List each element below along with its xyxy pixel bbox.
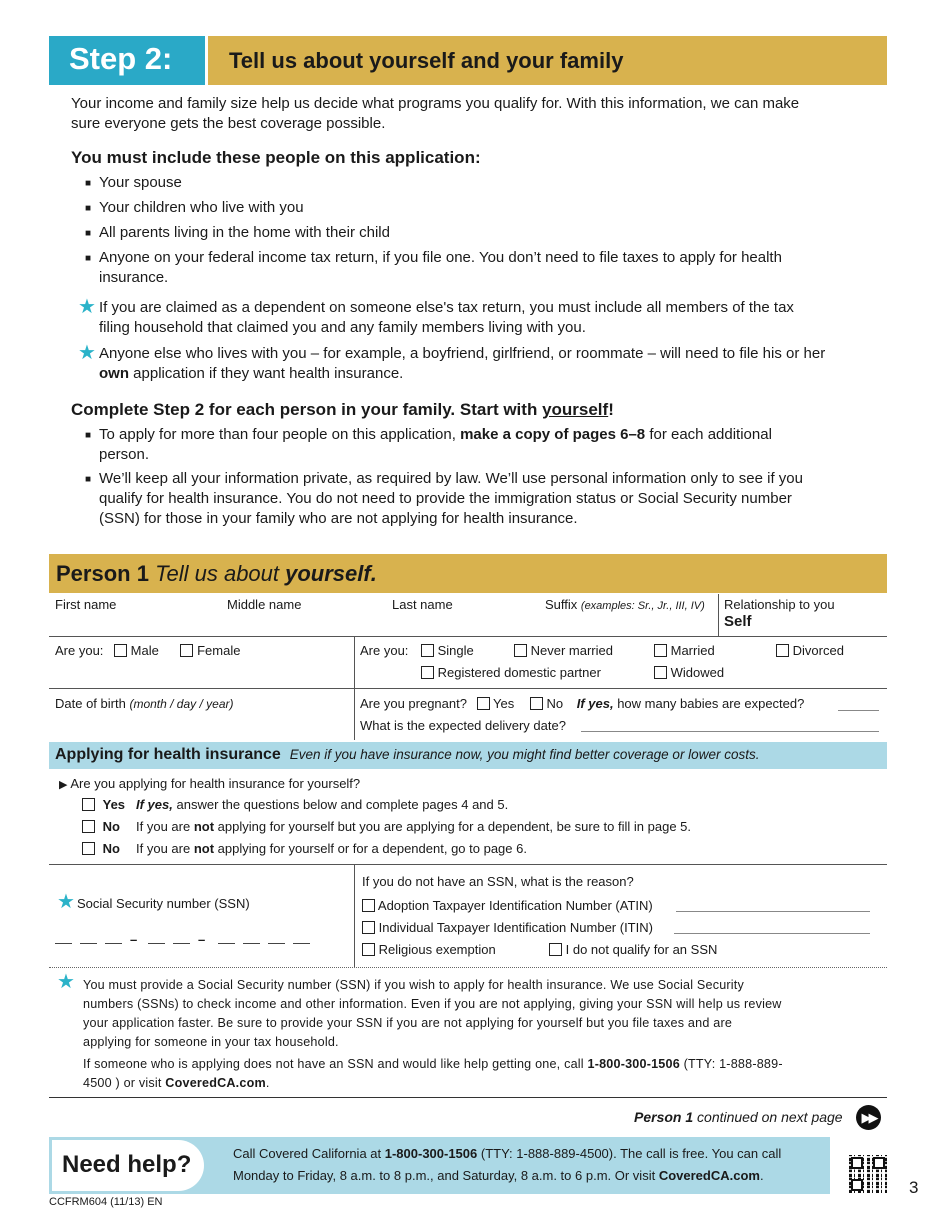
married-checkbox[interactable] (654, 644, 667, 657)
applying-no-dependent-checkbox[interactable] (82, 820, 95, 833)
bullet-icon: ■ (85, 253, 92, 264)
bullet-icon: ■ (85, 228, 92, 239)
arrow-right-icon: ▶ (59, 779, 68, 791)
step-title-box (208, 36, 887, 85)
help-line-2: Monday to Friday, 8 a.m. to 8 p.m., and Saturday, 8 a.m. to 6 p.m. Or visit CoveredCA.com. (233, 1168, 764, 1183)
single-checkbox[interactable] (421, 644, 434, 657)
ssn-note: You must provide a Social Security number (SSN) if you wish to apply for health insurance. We use Social Security numbers (SSNs) to check income and other information. Even if you are not applying, giving your SSN will help us review your application faster. Be sure to provide your SSN if you are not applying for yourself but you file taxes and are applying for someone in your tax household. (83, 978, 782, 1049)
widowed-checkbox[interactable] (654, 666, 667, 679)
middle-name-field[interactable]: Middle name (227, 597, 302, 612)
no-ssn-question: If you do not have an SSN, what is the reason? (362, 874, 634, 889)
babies-input[interactable] (838, 710, 879, 711)
divorced-checkbox[interactable] (776, 644, 789, 657)
help-box (49, 1137, 830, 1194)
list-item: Anyone on your federal income tax return, if you file one. You don’t need to file taxes to apply for health insurance. (99, 249, 782, 286)
first-name-field[interactable]: First name (55, 597, 117, 612)
domestic-partner-checkbox[interactable] (421, 666, 434, 679)
star-icon: ★ (78, 296, 96, 318)
must-include-heading: You must include these people on this application: (71, 148, 481, 167)
bullet-icon: ■ (85, 430, 92, 441)
applying-header: Applying for health insurance Even if you have insurance now, you might find better coverage or lower costs. (49, 742, 887, 769)
bullet-icon: ■ (85, 474, 92, 485)
delivery-date-input[interactable] (581, 731, 879, 732)
female-checkbox[interactable] (180, 644, 193, 657)
applying-question: ▶ Are you applying for health insurance for yourself? (59, 776, 361, 791)
ssn-help-note: If someone who is applying does not have an SSN and would like help getting one, call 1-800-300-1506 (TTY: 1-888-889-4500 ) or visit CoveredCA.com. (83, 1057, 783, 1090)
itin-checkbox[interactable] (362, 921, 375, 934)
star-icon: ★ (57, 971, 75, 993)
applying-no-checkbox[interactable] (82, 842, 95, 855)
complete-heading: Complete Step 2 for each person in your family. Start with yourself! (71, 400, 614, 419)
list-item: All parents living in the home with their child (99, 224, 390, 241)
dependent-note: If you are claimed as a dependent on someone else's tax return, you must include all members of the tax filing household that claimed you and any family members living with you. (99, 299, 794, 336)
star-icon: ★ (57, 891, 75, 913)
itin-input[interactable] (674, 933, 870, 934)
intro-text: Your income and family size help us decide what programs you qualify for. With this information, we can make sure everyone gets the best coverage possible. (71, 95, 800, 132)
list-item: We’ll keep all your information private, as required by law. We’ll use personal information only to see if you qualify for health insurance. You do not need to provide the immigration status or Social Security number (SSN) for those in your family who are not applying for health insurance. (99, 470, 803, 527)
bullet-icon: ■ (85, 178, 92, 189)
list-item: Your spouse (99, 174, 182, 191)
male-checkbox[interactable] (114, 644, 127, 657)
pregnant-yes-checkbox[interactable] (477, 697, 490, 710)
last-name-field[interactable]: Last name (392, 597, 453, 612)
continued-note: Person 1 continued on next page (634, 1109, 843, 1125)
qr-code-icon (849, 1155, 887, 1193)
dob-field[interactable]: Date of birth (month / day / year) (55, 696, 234, 711)
person-header: Person 1 Tell us about yourself. (49, 554, 887, 593)
star-icon: ★ (78, 342, 96, 364)
never-married-checkbox[interactable] (514, 644, 527, 657)
help-line-1: Call Covered California at 1-800-300-1506 (TTY: 1-888-889-4500). The call is free. You can call (233, 1146, 782, 1161)
step-label: Step 2: (69, 41, 173, 76)
pregnant-group: Are you pregnant? Yes No If yes, how many babies are expected? (360, 696, 805, 711)
applying-yes-checkbox[interactable] (82, 798, 95, 811)
gender-group: Are you: Male Female (55, 643, 241, 658)
relationship-value: Self (724, 613, 752, 630)
bullet-icon: ■ (85, 203, 92, 214)
ssn-label: Social Security number (SSN) (77, 896, 250, 911)
help-title: Need help? (62, 1151, 192, 1178)
ssn-input[interactable]: – – (55, 932, 318, 947)
pregnant-no-checkbox[interactable] (530, 697, 543, 710)
list-item: To apply for more than four people on this application, make a copy of pages 6–8 for each additional person. (99, 426, 772, 463)
help-title-box (52, 1140, 204, 1191)
page-number: 3 (909, 1178, 919, 1197)
others-note: Anyone else who lives with you – for example, a boyfriend, girlfriend, or roommate – will need to file his or her own application if they want health insurance. (99, 345, 826, 382)
person-number: Person 1 (56, 561, 149, 586)
not-qualify-checkbox[interactable] (549, 943, 562, 956)
atin-checkbox[interactable] (362, 899, 375, 912)
suffix-field[interactable]: Suffix (examples: Sr., Jr., III, IV) (545, 597, 705, 612)
list-item: Your children who live with you (99, 199, 304, 216)
religious-exemption-checkbox[interactable] (362, 943, 375, 956)
atin-input[interactable] (676, 911, 870, 912)
delivery-label: What is the expected delivery date? (360, 718, 566, 733)
are-you-label: Are you: (360, 643, 409, 658)
form-code: CCFRM604 (11/13) EN (49, 1196, 163, 1208)
next-page-icon[interactable]: ▶▶ (856, 1105, 881, 1130)
relationship-label: Relationship to you (724, 597, 835, 612)
step-label-box (49, 36, 205, 85)
step-title: Tell us about yourself and your family (229, 48, 624, 73)
